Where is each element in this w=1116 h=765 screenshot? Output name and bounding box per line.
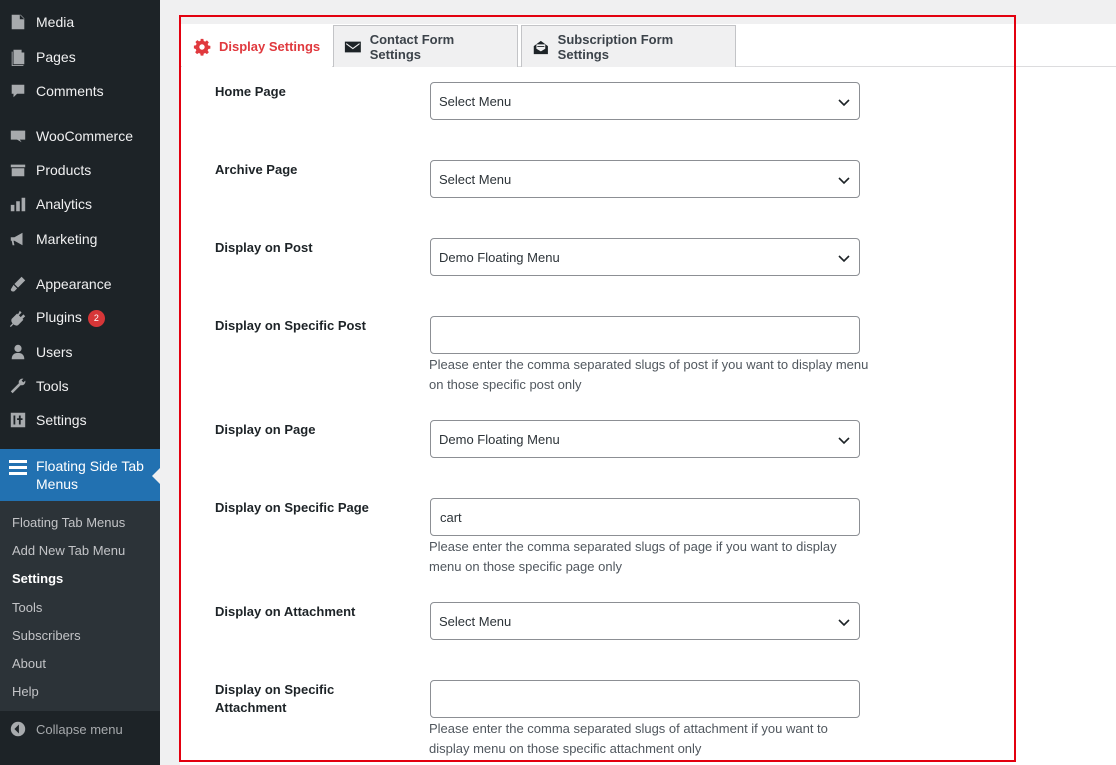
chevron-down-icon	[837, 173, 851, 187]
comments-icon	[0, 82, 36, 100]
marketing-icon	[0, 230, 36, 248]
sidebar-item-label: Pages	[36, 49, 76, 65]
current-menu-arrow	[152, 468, 160, 484]
specific-attachment-input[interactable]	[430, 680, 860, 718]
specific-attachment-description: Please enter the comma separated slugs of attachment if you want to display menu on those specific attachment only	[429, 721, 828, 756]
sidebar-item-settings[interactable]	[0, 403, 160, 437]
tab-label: Contact Form Settings	[369, 31, 455, 62]
display-on-post-label: Display on Post	[215, 240, 313, 255]
menu-lines-icon	[0, 449, 36, 477]
sidebar-item-label: Marketing	[36, 231, 98, 247]
plugins-update-badge: 2	[88, 310, 105, 327]
tab-label: Display Settings	[219, 39, 321, 54]
media-icon	[0, 13, 36, 31]
archive-page-label: Archive Page	[215, 162, 298, 177]
specific-page-description: Please enter the comma separated slugs of page if you want to display menu on those specific page only	[429, 539, 837, 574]
woocommerce-icon	[0, 127, 36, 145]
sidebar-item-woocommerce[interactable]	[0, 119, 160, 153]
sidebar-item-label: Media	[36, 14, 75, 30]
submenu-item-help[interactable]: Help	[12, 684, 39, 699]
open-mail-icon	[532, 38, 550, 56]
sidebar-item-media[interactable]	[0, 5, 160, 39]
display-on-page-label: Display on Page	[215, 422, 316, 437]
display-on-attachment-select[interactable]	[430, 602, 860, 640]
tab-subscription-form-settings[interactable]	[521, 25, 736, 67]
tab-label: Subscription Form Settings	[557, 31, 674, 62]
archive-page-select[interactable]	[430, 160, 860, 198]
sidebar-item-comments[interactable]	[0, 74, 160, 108]
display-on-page-select-value: Demo Floating Menu	[439, 431, 560, 447]
home-page-select[interactable]	[430, 82, 860, 120]
sidebar-item-label: Analytics	[36, 196, 93, 212]
sidebar-item-label: Tools	[36, 378, 69, 394]
sidebar-item-analytics[interactable]	[0, 187, 160, 221]
tab-contact-form-settings[interactable]	[333, 25, 518, 67]
envelope-icon	[344, 38, 362, 56]
sidebar-item-label: Appearance	[36, 276, 112, 292]
specific-post-description: Please enter the comma separated slugs of post if you want to display menu on those specific post only	[429, 357, 869, 392]
collapse-menu-label: Collapse menu	[36, 721, 123, 737]
display-on-attachment-label: Display on Attachment	[215, 604, 356, 619]
chevron-down-icon	[837, 95, 851, 109]
plugins-icon	[0, 309, 36, 327]
submenu	[0, 501, 160, 711]
pages-icon	[0, 48, 36, 66]
submenu-item-subscribers[interactable]: Subscribers	[12, 628, 81, 643]
sidebar-item-label: Floating Side Tab Menus	[36, 458, 144, 492]
chevron-down-icon	[837, 615, 851, 629]
collapse-arrow-icon	[0, 720, 36, 738]
sidebar-item-tools[interactable]	[0, 369, 160, 403]
display-on-page-select[interactable]	[430, 420, 860, 458]
sidebar-item-products[interactable]	[0, 153, 160, 187]
sidebar-item-plugins[interactable]	[0, 301, 160, 335]
sidebar-item-floating-side-tab-menus[interactable]	[0, 449, 160, 501]
chevron-down-icon	[837, 433, 851, 447]
top-strip	[160, 0, 1116, 24]
tools-icon	[0, 377, 36, 395]
archive-page-select-value: Select Menu	[439, 171, 512, 187]
sidebar-item-label: Comments	[36, 83, 104, 99]
specific-post-label: Display on Specific Post	[215, 318, 366, 333]
sidebar-item-appearance[interactable]	[0, 267, 160, 301]
specific-page-input[interactable]	[430, 498, 860, 536]
analytics-icon	[0, 195, 36, 213]
home-page-select-value: Select Menu	[439, 93, 512, 109]
chevron-down-icon	[837, 251, 851, 265]
display-on-post-select-value: Demo Floating Menu	[439, 249, 560, 265]
home-page-label: Home Page	[215, 84, 286, 99]
sidebar-item-users[interactable]	[0, 335, 160, 369]
products-icon	[0, 161, 36, 179]
submenu-item-settings[interactable]: Settings	[12, 571, 64, 586]
display-on-post-select[interactable]	[430, 238, 860, 276]
tab-display-settings[interactable]	[182, 25, 332, 67]
sidebar-item-marketing[interactable]	[0, 222, 160, 256]
submenu-item-floating-tab-menus[interactable]: Floating Tab Menus	[12, 515, 126, 530]
users-icon	[0, 343, 36, 361]
display-on-attachment-select-value: Select Menu	[439, 613, 512, 629]
admin-sidebar	[0, 0, 160, 765]
sidebar-item-label-text: Plugins	[36, 309, 82, 326]
sidebar-item-label: WooCommerce	[36, 128, 133, 144]
submenu-item-about[interactable]: About	[12, 656, 46, 671]
sidebar-item-label: Users	[36, 344, 73, 360]
collapse-menu-button[interactable]	[0, 714, 160, 744]
sidebar-item-label	[36, 309, 160, 327]
specific-attachment-label: Display on Specific Attachment	[215, 682, 335, 715]
sidebar-item-label: Products	[36, 162, 92, 178]
submenu-item-tools[interactable]: Tools	[12, 600, 43, 615]
appearance-icon	[0, 275, 36, 293]
specific-page-label: Display on Specific Page	[215, 500, 369, 515]
sidebar-item-label: Settings	[36, 412, 87, 428]
gear-icon	[193, 38, 211, 56]
specific-post-input[interactable]	[430, 316, 860, 354]
settings-icon	[0, 411, 36, 429]
submenu-item-add-new-tab-menu[interactable]: Add New Tab Menu	[12, 543, 126, 558]
sidebar-item-pages[interactable]	[0, 40, 160, 74]
